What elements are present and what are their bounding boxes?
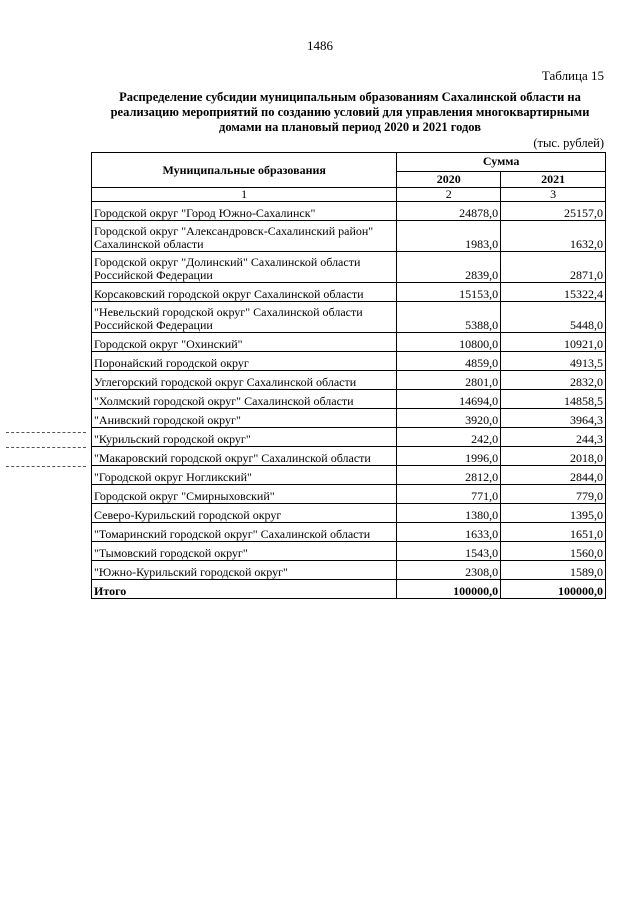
row-value-2020: 24878,0 <box>397 202 501 221</box>
scan-artifact <box>6 432 86 433</box>
row-name: Северо-Курильский городской округ <box>92 504 397 523</box>
row-value-2020: 1983,0 <box>397 221 501 252</box>
row-value-2020: 242,0 <box>397 428 501 447</box>
table-row <box>92 283 606 302</box>
row-value-2020: 3920,0 <box>397 409 501 428</box>
row-name: "Курильский городской округ" <box>92 428 397 447</box>
total-value-2021: 100000,0 <box>501 580 606 599</box>
header-municipalities: Муниципальные образования <box>92 153 397 188</box>
scan-artifact <box>6 447 86 448</box>
row-value-2021: 1395,0 <box>501 504 606 523</box>
row-value-2021: 14858,5 <box>501 390 606 409</box>
row-value-2021: 15322,4 <box>501 283 606 302</box>
row-value-2021: 2871,0 <box>501 252 606 283</box>
row-value-2021: 5448,0 <box>501 302 606 333</box>
row-value-2020: 2839,0 <box>397 252 501 283</box>
page-number: 1486 <box>307 38 333 53</box>
row-value-2020: 15153,0 <box>397 283 501 302</box>
row-name: "Южно-Курильский городской округ" <box>92 561 397 580</box>
header-year-2021: 2021 <box>501 171 606 187</box>
table-row <box>92 221 606 252</box>
row-name: Городской округ "Охинский" <box>92 333 397 352</box>
table-row <box>92 302 606 333</box>
row-name: "Невельский городской округ" Сахалинской области Российской Федерации <box>92 302 397 333</box>
row-name: "Макаровский городской округ" Сахалинской области <box>92 447 397 466</box>
row-name: "Анивский городской округ" <box>92 409 397 428</box>
table-row <box>92 409 606 428</box>
table-row <box>92 252 606 283</box>
header-year-2020: 2020 <box>397 171 501 187</box>
row-name: "Тымовский городской округ" <box>92 542 397 561</box>
row-value-2021: 2844,0 <box>501 466 606 485</box>
table-row <box>92 542 606 561</box>
row-value-2020: 2801,0 <box>397 371 501 390</box>
row-value-2020: 1543,0 <box>397 542 501 561</box>
row-value-2020: 2812,0 <box>397 466 501 485</box>
row-name: Городской округ "Смирныховский" <box>92 485 397 504</box>
row-value-2021: 25157,0 <box>501 202 606 221</box>
row-value-2021: 4913,5 <box>501 352 606 371</box>
row-value-2020: 2308,0 <box>397 561 501 580</box>
row-value-2020: 5388,0 <box>397 302 501 333</box>
row-value-2020: 1996,0 <box>397 447 501 466</box>
table-row <box>92 504 606 523</box>
table-row <box>92 202 606 221</box>
row-name: Поронайский городской округ <box>92 352 397 371</box>
row-name: "Холмский городской округ" Сахалинской области <box>92 390 397 409</box>
table-row <box>92 561 606 580</box>
column-index-3: 3 <box>501 188 606 202</box>
table-row <box>92 333 606 352</box>
total-row <box>92 580 606 599</box>
row-value-2021: 1651,0 <box>501 523 606 542</box>
row-value-2021: 244,3 <box>501 428 606 447</box>
row-name: Городской округ "Александровск-Сахалинский район" Сахалинской области <box>92 221 397 252</box>
table-row <box>92 466 606 485</box>
row-value-2020: 10800,0 <box>397 333 501 352</box>
document-title: Распределение субсидии муниципальным образованиям Сахалинской области на реализацию мероприятий по созданию условий для управления многоквартирными домами на плановый период 2020 и 2021 годов <box>110 90 590 134</box>
row-value-2020: 1380,0 <box>397 504 501 523</box>
subsidy-table <box>91 152 606 599</box>
row-name: Городской округ "Долинский" Сахалинской области Российской Федерации <box>92 252 397 283</box>
row-value-2021: 1589,0 <box>501 561 606 580</box>
row-name: Городской округ "Город Южно-Сахалинск" <box>92 202 397 221</box>
table-row <box>92 428 606 447</box>
row-value-2020: 4859,0 <box>397 352 501 371</box>
table-row <box>92 523 606 542</box>
row-value-2020: 14694,0 <box>397 390 501 409</box>
table-row <box>92 352 606 371</box>
row-name: Корсаковский городской округ Сахалинской области <box>92 283 397 302</box>
row-value-2021: 3964,3 <box>501 409 606 428</box>
header-sum: Сумма <box>397 153 606 172</box>
row-name: "Городской округ Ногликский" <box>92 466 397 485</box>
row-value-2021: 10921,0 <box>501 333 606 352</box>
row-value-2021: 1632,0 <box>501 221 606 252</box>
table-row <box>92 447 606 466</box>
scan-artifact <box>6 466 86 467</box>
row-value-2021: 2018,0 <box>501 447 606 466</box>
row-value-2020: 1633,0 <box>397 523 501 542</box>
table-row <box>92 485 606 504</box>
row-value-2020: 771,0 <box>397 485 501 504</box>
row-name: "Томаринский городской округ" Сахалинской области <box>92 523 397 542</box>
row-value-2021: 2832,0 <box>501 371 606 390</box>
column-index-1: 1 <box>92 188 397 202</box>
row-name: Углегорский городской округ Сахалинской области <box>92 371 397 390</box>
units-label: (тыс. рублей) <box>533 136 604 150</box>
column-index-2: 2 <box>397 188 501 202</box>
table-label: Таблица 15 <box>541 68 604 83</box>
total-value-2020: 100000,0 <box>397 580 501 599</box>
total-label: Итого <box>92 580 397 599</box>
table-body <box>92 202 606 599</box>
table-row <box>92 390 606 409</box>
table-row <box>92 371 606 390</box>
row-value-2021: 1560,0 <box>501 542 606 561</box>
row-value-2021: 779,0 <box>501 485 606 504</box>
